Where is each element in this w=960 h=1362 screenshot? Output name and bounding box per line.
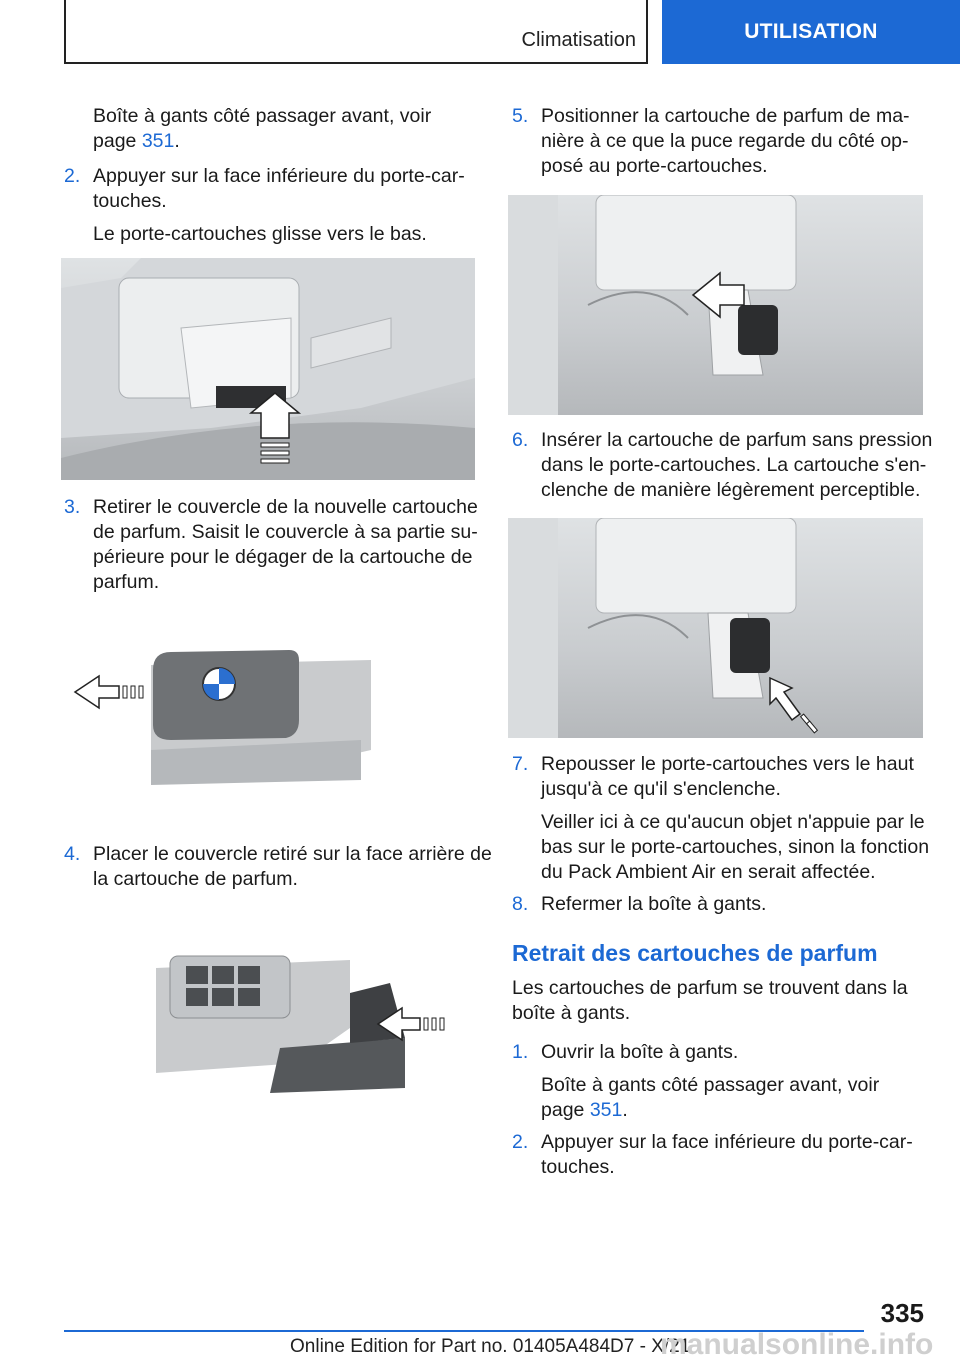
page-link[interactable]: 351: [589, 1099, 623, 1121]
step-number: 7.: [512, 753, 529, 775]
step8-text: Refermer la boîte à gants.: [541, 893, 767, 915]
figure-position-cartridge: [508, 195, 923, 415]
page-link[interactable]: 351: [141, 130, 175, 152]
removal-step1-text: Ouvrir la boîte à gants. Boîte à gants côté passager avant, voir page 351.: [541, 1041, 880, 1121]
intro-paragraph: Les cartouches de parfum se trouvent dans la boîte à gants.: [512, 977, 908, 1024]
step-number: 8.: [512, 893, 529, 915]
step3-text: Retirer le couvercle de la nouvelle cartouche de parfum. Saisit le couvercle à sa partie su‐ périeure pour le dégager de la cartouche de parfum.: [93, 496, 478, 593]
step5-text: Positionner la cartouche de parfum de ma‐ nière à ce que la puce regarde du côté op‐ posé au porte-cartouches.: [541, 105, 910, 177]
step-number: 1.: [512, 1041, 529, 1063]
step-number: 5.: [512, 105, 529, 127]
figure-place-lid: [150, 948, 460, 1098]
step2-text: Appuyer sur la face inférieure du porte-car‐ touches. Le porte-cartouches glisse vers le bas.: [93, 165, 465, 245]
step1-continuation: Boîte à gants côté passager avant, voir page 351.: [93, 105, 432, 152]
section-title: Climatisation: [521, 29, 636, 51]
removal-step2-text: Appuyer sur la face inférieure du porte-car‐ touches.: [541, 1131, 913, 1178]
watermark: manualsonline.info: [660, 1328, 934, 1361]
figure-cartridge-holder: [61, 258, 475, 480]
page-number: 335: [880, 1298, 924, 1328]
section-heading: Retrait des cartouches de parfum: [512, 940, 878, 966]
step-number: 6.: [512, 429, 529, 451]
chapter-tab[interactable]: UTILISATION: [662, 0, 960, 64]
figure-remove-lid: [61, 640, 391, 790]
figure-insert-cartridge: [508, 518, 923, 738]
step-number: 3.: [64, 496, 81, 518]
step4-text: Placer le couvercle retiré sur la face arrière de la cartouche de parfum.: [93, 843, 492, 890]
step-number: 4.: [64, 843, 81, 865]
step7-text: Repousser le porte-cartouches vers le haut jusqu'à ce qu'il s'enclenche. Veiller ici à ce qu'aucun objet n'appuie par le bas sur le porte-cartouches, sinon la fonction du Pack Ambient Air en serait affectée.: [541, 753, 930, 883]
edition-text: Online Edition for Part no. 01405A484D7 - X/21: [290, 1336, 691, 1357]
step6-text: Insérer la cartouche de parfum sans pression dans le porte-cartouches. La cartouche s'en‐ clenche de manière légèrement perceptible.: [541, 429, 933, 501]
step-number: 2.: [64, 165, 81, 187]
step-number: 2.: [512, 1131, 529, 1153]
